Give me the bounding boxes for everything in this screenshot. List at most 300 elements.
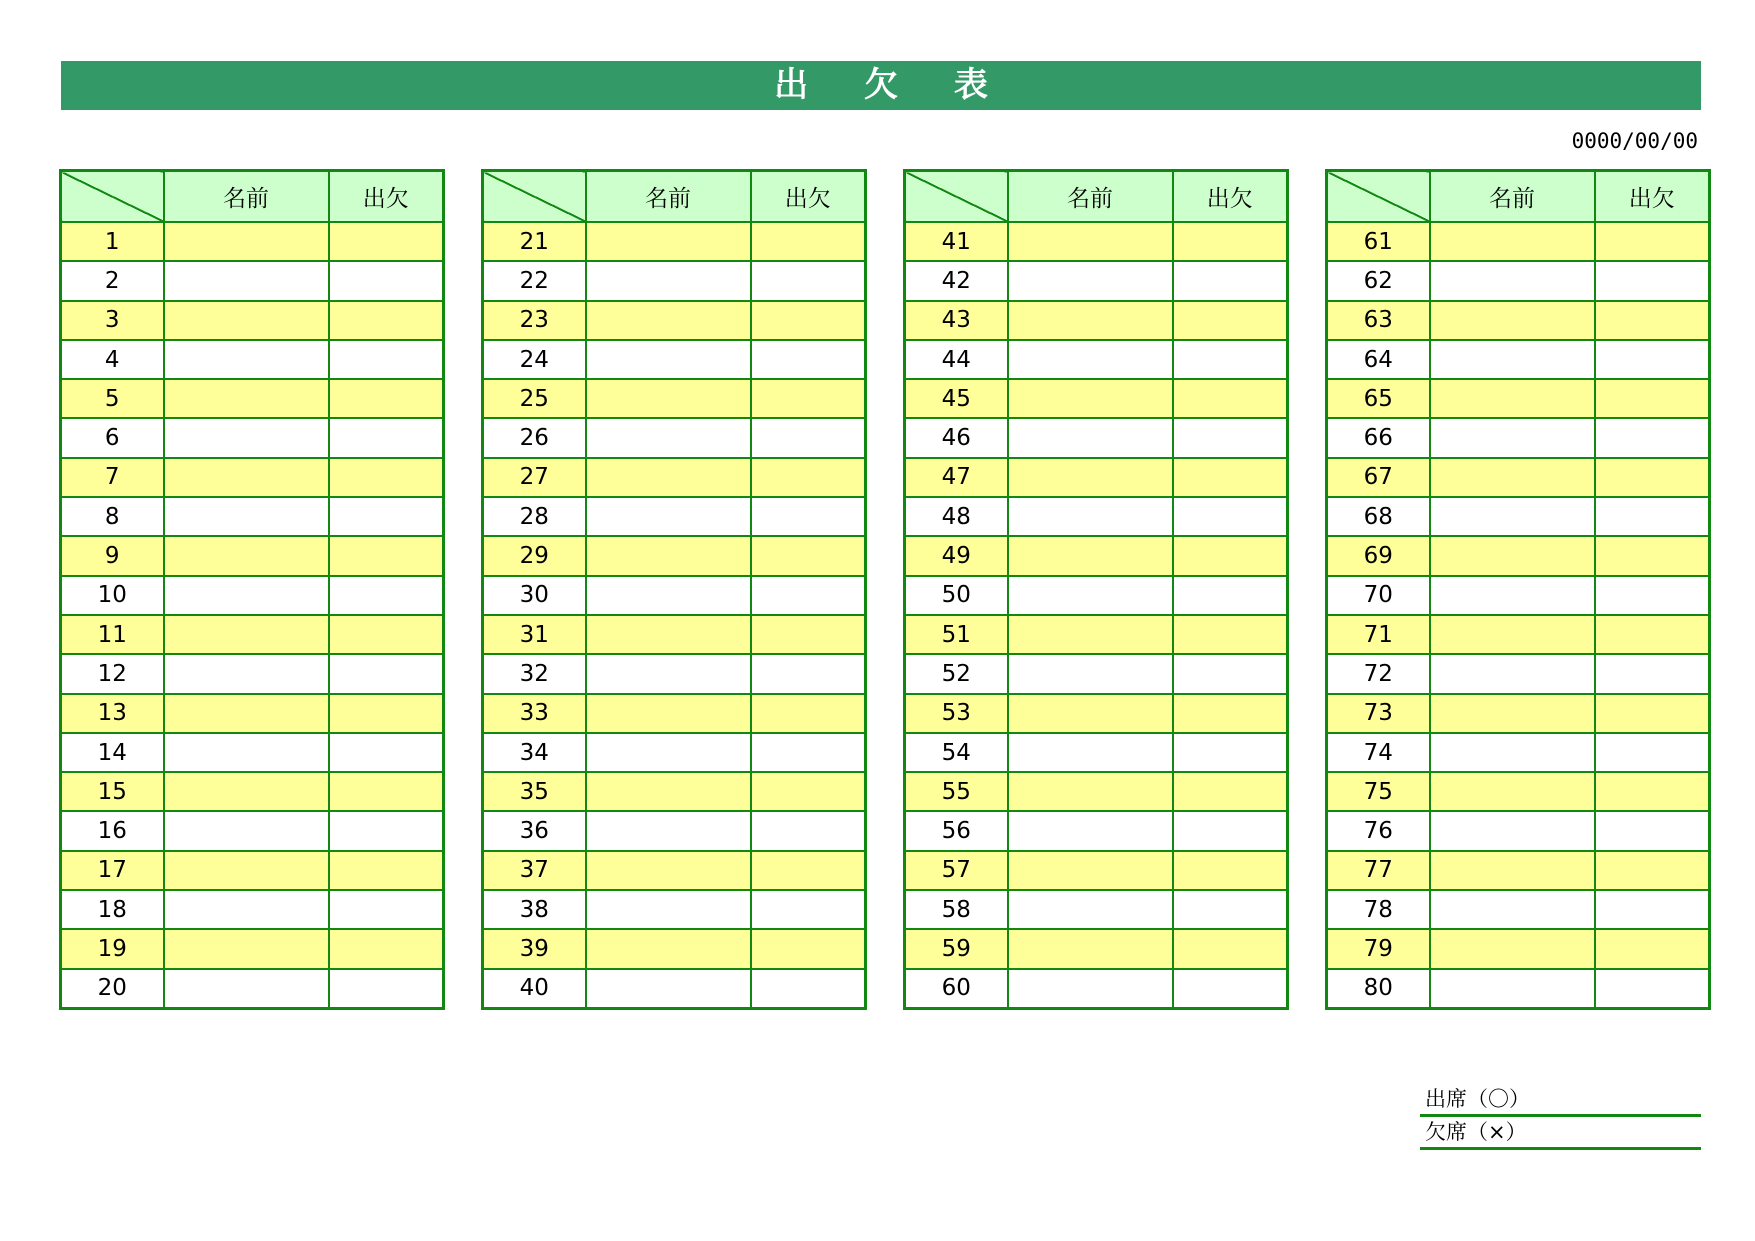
row-number: 49 — [905, 536, 1008, 575]
row-number: 47 — [905, 458, 1008, 497]
row-number: 28 — [483, 497, 586, 536]
row-number: 63 — [1327, 301, 1430, 340]
table-row — [1327, 576, 1710, 615]
row-number: 36 — [483, 811, 586, 850]
name-column-header: 名前 — [1430, 171, 1595, 223]
name-cell[interactable] — [586, 379, 751, 418]
name-cell[interactable] — [164, 694, 329, 733]
table-row — [1327, 890, 1710, 929]
name-cell[interactable] — [164, 301, 329, 340]
row-number: 4 — [61, 340, 164, 379]
attendance-cell[interactable] — [1595, 733, 1710, 772]
table-row — [483, 497, 866, 536]
name-cell[interactable] — [1430, 929, 1595, 968]
name-cell[interactable] — [1430, 379, 1595, 418]
table-row — [61, 301, 444, 340]
attendance-cell[interactable] — [1173, 497, 1288, 536]
legend-absent: 欠席（×） — [1420, 1117, 1701, 1150]
table-row — [61, 340, 444, 379]
table-row — [1327, 969, 1710, 1009]
name-cell[interactable] — [586, 654, 751, 693]
attendance-cell[interactable] — [329, 222, 444, 261]
attendance-cell[interactable] — [1173, 418, 1288, 457]
table-row — [483, 261, 866, 300]
row-number: 69 — [1327, 536, 1430, 575]
name-cell[interactable] — [164, 969, 329, 1009]
name-column-header: 名前 — [1008, 171, 1173, 223]
name-cell[interactable] — [1430, 576, 1595, 615]
row-number: 75 — [1327, 772, 1430, 811]
attendance-cell[interactable] — [1173, 536, 1288, 575]
attendance-cell[interactable] — [751, 694, 866, 733]
table-row — [1327, 536, 1710, 575]
attendance-cell[interactable] — [329, 497, 444, 536]
name-cell[interactable] — [586, 851, 751, 890]
table-row — [483, 694, 866, 733]
name-cell[interactable] — [1430, 811, 1595, 850]
row-number: 14 — [61, 733, 164, 772]
row-number: 10 — [61, 576, 164, 615]
attendance-cell[interactable] — [751, 654, 866, 693]
name-cell[interactable] — [164, 340, 329, 379]
attendance-table-2 — [481, 169, 867, 1010]
table-row — [1327, 654, 1710, 693]
attendance-cell[interactable] — [1173, 969, 1288, 1009]
attendance-column-header: 出欠 — [329, 171, 444, 223]
name-cell[interactable] — [1430, 261, 1595, 300]
attendance-cell[interactable] — [1173, 458, 1288, 497]
attendance-cell[interactable] — [1173, 733, 1288, 772]
name-cell[interactable] — [1008, 890, 1173, 929]
name-cell[interactable] — [1008, 733, 1173, 772]
attendance-cell[interactable] — [751, 733, 866, 772]
table-row — [1327, 261, 1710, 300]
name-cell[interactable] — [1430, 615, 1595, 654]
name-cell[interactable] — [1430, 418, 1595, 457]
attendance-cell[interactable] — [1173, 654, 1288, 693]
name-cell[interactable] — [586, 615, 751, 654]
table-row — [905, 969, 1288, 1009]
name-cell[interactable] — [1430, 458, 1595, 497]
row-number: 26 — [483, 418, 586, 457]
attendance-table-4 — [1325, 169, 1711, 1010]
name-cell[interactable] — [164, 811, 329, 850]
attendance-cell[interactable] — [1595, 458, 1710, 497]
attendance-cell[interactable] — [329, 576, 444, 615]
table-row — [483, 576, 866, 615]
attendance-cell[interactable] — [329, 379, 444, 418]
attendance-cell[interactable] — [751, 497, 866, 536]
row-number: 21 — [483, 222, 586, 261]
name-cell[interactable] — [586, 536, 751, 575]
row-number: 11 — [61, 615, 164, 654]
table-row — [483, 379, 866, 418]
row-number: 8 — [61, 497, 164, 536]
attendance-cell[interactable] — [1595, 929, 1710, 968]
attendance-cell[interactable] — [751, 536, 866, 575]
attendance-cell[interactable] — [751, 576, 866, 615]
table-row — [483, 301, 866, 340]
name-cell[interactable] — [586, 811, 751, 850]
name-cell[interactable] — [164, 615, 329, 654]
row-number: 34 — [483, 733, 586, 772]
table-row — [483, 851, 866, 890]
attendance-cell[interactable] — [1173, 615, 1288, 654]
table-row — [61, 379, 444, 418]
row-number: 53 — [905, 694, 1008, 733]
name-cell[interactable] — [1430, 497, 1595, 536]
row-number: 41 — [905, 222, 1008, 261]
attendance-cell[interactable] — [329, 261, 444, 300]
table-row — [483, 654, 866, 693]
name-cell[interactable] — [1008, 851, 1173, 890]
attendance-cell[interactable] — [751, 929, 866, 968]
attendance-cell[interactable] — [1595, 890, 1710, 929]
name-cell[interactable] — [164, 536, 329, 575]
name-cell[interactable] — [1008, 694, 1173, 733]
name-cell[interactable] — [164, 851, 329, 890]
name-cell[interactable] — [164, 772, 329, 811]
attendance-cell[interactable] — [751, 890, 866, 929]
attendance-cell[interactable] — [1595, 222, 1710, 261]
row-number: 33 — [483, 694, 586, 733]
row-number: 58 — [905, 890, 1008, 929]
page-title: 出 欠 表 — [61, 61, 1701, 110]
attendance-cell[interactable] — [1173, 301, 1288, 340]
name-cell[interactable] — [164, 379, 329, 418]
table-row — [1327, 458, 1710, 497]
table-row — [483, 222, 866, 261]
row-number: 22 — [483, 261, 586, 300]
table-row — [483, 418, 866, 457]
attendance-cell[interactable] — [329, 969, 444, 1009]
table-row — [483, 733, 866, 772]
row-number: 6 — [61, 418, 164, 457]
name-cell[interactable] — [1008, 576, 1173, 615]
table-row — [1327, 694, 1710, 733]
attendance-cell[interactable] — [1595, 261, 1710, 300]
table-row — [905, 301, 1288, 340]
table-row — [1327, 379, 1710, 418]
name-cell[interactable] — [1008, 969, 1173, 1009]
name-cell[interactable] — [1430, 733, 1595, 772]
table-row — [905, 929, 1288, 968]
row-number: 65 — [1327, 379, 1430, 418]
name-cell[interactable] — [164, 733, 329, 772]
row-number: 27 — [483, 458, 586, 497]
row-number: 61 — [1327, 222, 1430, 261]
name-cell[interactable] — [1008, 301, 1173, 340]
name-cell[interactable] — [1008, 811, 1173, 850]
attendance-cell[interactable] — [1595, 969, 1710, 1009]
attendance-cell[interactable] — [1595, 418, 1710, 457]
diagonal-header-cell — [61, 171, 164, 223]
table-row — [61, 929, 444, 968]
name-cell[interactable] — [586, 929, 751, 968]
attendance-column-header: 出欠 — [1173, 171, 1288, 223]
row-number: 16 — [61, 811, 164, 850]
name-cell[interactable] — [164, 576, 329, 615]
attendance-cell[interactable] — [329, 929, 444, 968]
row-number: 51 — [905, 615, 1008, 654]
attendance-cell[interactable] — [751, 379, 866, 418]
row-number: 56 — [905, 811, 1008, 850]
attendance-cell[interactable] — [1595, 654, 1710, 693]
row-number: 17 — [61, 851, 164, 890]
attendance-column-header: 出欠 — [1595, 171, 1710, 223]
name-cell[interactable] — [586, 458, 751, 497]
table-row — [483, 340, 866, 379]
name-cell[interactable] — [1008, 497, 1173, 536]
row-number: 72 — [1327, 654, 1430, 693]
name-cell[interactable] — [1008, 654, 1173, 693]
attendance-cell[interactable] — [1595, 576, 1710, 615]
attendance-cell[interactable] — [1595, 497, 1710, 536]
table-row — [1327, 733, 1710, 772]
name-cell[interactable] — [1430, 772, 1595, 811]
attendance-cell[interactable] — [329, 615, 444, 654]
attendance-cell[interactable] — [751, 811, 866, 850]
row-number: 29 — [483, 536, 586, 575]
row-number: 2 — [61, 261, 164, 300]
table-row — [61, 536, 444, 575]
attendance-cell[interactable] — [751, 458, 866, 497]
row-number: 31 — [483, 615, 586, 654]
name-cell[interactable] — [1008, 418, 1173, 457]
attendance-cell[interactable] — [329, 536, 444, 575]
row-number: 23 — [483, 301, 586, 340]
table-row — [905, 458, 1288, 497]
table-row — [61, 890, 444, 929]
row-number: 77 — [1327, 851, 1430, 890]
attendance-cell[interactable] — [1595, 301, 1710, 340]
name-cell[interactable] — [586, 301, 751, 340]
table-row — [1327, 340, 1710, 379]
name-cell[interactable] — [164, 654, 329, 693]
name-cell[interactable] — [164, 497, 329, 536]
table-row — [61, 615, 444, 654]
row-number: 62 — [1327, 261, 1430, 300]
row-number: 24 — [483, 340, 586, 379]
name-cell[interactable] — [1430, 340, 1595, 379]
attendance-cell[interactable] — [1595, 340, 1710, 379]
row-number: 73 — [1327, 694, 1430, 733]
attendance-cell[interactable] — [1173, 851, 1288, 890]
attendance-cell[interactable] — [751, 615, 866, 654]
table-row — [61, 222, 444, 261]
name-cell[interactable] — [586, 418, 751, 457]
table-row — [905, 851, 1288, 890]
attendance-cell[interactable] — [329, 694, 444, 733]
table-row — [905, 379, 1288, 418]
date-field[interactable]: 0000/00/00 — [1571, 129, 1698, 153]
row-number: 12 — [61, 654, 164, 693]
attendance-cell[interactable] — [329, 654, 444, 693]
attendance-cell[interactable] — [329, 458, 444, 497]
row-number: 40 — [483, 969, 586, 1009]
name-cell[interactable] — [164, 222, 329, 261]
attendance-cell[interactable] — [1173, 890, 1288, 929]
table-row — [905, 261, 1288, 300]
name-cell[interactable] — [164, 458, 329, 497]
attendance-table-3 — [903, 169, 1289, 1010]
name-cell[interactable] — [1008, 536, 1173, 575]
attendance-cell[interactable] — [751, 772, 866, 811]
name-cell[interactable] — [586, 340, 751, 379]
row-number: 66 — [1327, 418, 1430, 457]
name-column-header: 名前 — [586, 171, 751, 223]
name-cell[interactable] — [586, 772, 751, 811]
attendance-cell[interactable] — [329, 301, 444, 340]
table-row — [61, 458, 444, 497]
attendance-cell[interactable] — [1173, 222, 1288, 261]
name-cell[interactable] — [1008, 929, 1173, 968]
attendance-cell[interactable] — [329, 340, 444, 379]
row-number: 57 — [905, 851, 1008, 890]
diagonal-header-cell — [1327, 171, 1430, 223]
row-number: 39 — [483, 929, 586, 968]
attendance-table-1 — [59, 169, 445, 1010]
attendance-column-header: 出欠 — [751, 171, 866, 223]
attendance-cell[interactable] — [329, 811, 444, 850]
row-number: 5 — [61, 379, 164, 418]
row-number: 52 — [905, 654, 1008, 693]
name-cell[interactable] — [586, 576, 751, 615]
attendance-cell[interactable] — [1173, 261, 1288, 300]
row-number: 35 — [483, 772, 586, 811]
name-cell[interactable] — [164, 890, 329, 929]
name-cell[interactable] — [1008, 261, 1173, 300]
diagonal-header-cell — [483, 171, 586, 223]
table-row — [1327, 811, 1710, 850]
attendance-cell[interactable] — [1173, 811, 1288, 850]
attendance-cell[interactable] — [1173, 340, 1288, 379]
name-cell[interactable] — [1008, 458, 1173, 497]
name-cell[interactable] — [1008, 340, 1173, 379]
name-cell[interactable] — [1430, 851, 1595, 890]
row-number: 64 — [1327, 340, 1430, 379]
name-cell[interactable] — [164, 261, 329, 300]
attendance-cell[interactable] — [329, 418, 444, 457]
table-row — [905, 340, 1288, 379]
table-row — [61, 694, 444, 733]
name-cell[interactable] — [1430, 890, 1595, 929]
row-number: 48 — [905, 497, 1008, 536]
table-row — [61, 654, 444, 693]
name-cell[interactable] — [586, 497, 751, 536]
attendance-cell[interactable] — [1173, 694, 1288, 733]
table-row — [905, 772, 1288, 811]
name-cell[interactable] — [1008, 772, 1173, 811]
attendance-cell[interactable] — [329, 772, 444, 811]
table-row — [61, 811, 444, 850]
attendance-cell[interactable] — [1595, 772, 1710, 811]
diagonal-header-cell — [905, 171, 1008, 223]
attendance-cell[interactable] — [1173, 576, 1288, 615]
row-number: 38 — [483, 890, 586, 929]
name-cell[interactable] — [1008, 379, 1173, 418]
attendance-cell[interactable] — [1173, 929, 1288, 968]
attendance-cell[interactable] — [751, 418, 866, 457]
table-row — [905, 654, 1288, 693]
table-row — [483, 458, 866, 497]
name-cell[interactable] — [1430, 536, 1595, 575]
row-number: 45 — [905, 379, 1008, 418]
name-cell[interactable] — [1430, 301, 1595, 340]
name-cell[interactable] — [586, 733, 751, 772]
row-number: 3 — [61, 301, 164, 340]
table-row — [905, 890, 1288, 929]
table-row — [905, 694, 1288, 733]
row-number: 13 — [61, 694, 164, 733]
name-cell[interactable] — [1008, 615, 1173, 654]
table-row — [905, 811, 1288, 850]
row-number: 18 — [61, 890, 164, 929]
row-number: 76 — [1327, 811, 1430, 850]
table-row — [61, 772, 444, 811]
table-row — [905, 418, 1288, 457]
attendance-cell[interactable] — [1173, 772, 1288, 811]
attendance-cell[interactable] — [1595, 851, 1710, 890]
table-row — [1327, 851, 1710, 890]
table-row — [61, 261, 444, 300]
attendance-cell[interactable] — [1595, 536, 1710, 575]
name-cell[interactable] — [586, 261, 751, 300]
attendance-cell[interactable] — [751, 261, 866, 300]
name-cell[interactable] — [586, 969, 751, 1009]
table-row — [1327, 497, 1710, 536]
attendance-cell[interactable] — [751, 301, 866, 340]
attendance-cell[interactable] — [751, 222, 866, 261]
attendance-cell[interactable] — [751, 969, 866, 1009]
row-number: 7 — [61, 458, 164, 497]
row-number: 54 — [905, 733, 1008, 772]
attendance-cell[interactable] — [1595, 615, 1710, 654]
attendance-cell[interactable] — [1595, 694, 1710, 733]
name-cell[interactable] — [1430, 654, 1595, 693]
row-number: 60 — [905, 969, 1008, 1009]
name-cell[interactable] — [586, 222, 751, 261]
name-cell[interactable] — [164, 929, 329, 968]
table-row — [1327, 929, 1710, 968]
attendance-cell[interactable] — [751, 851, 866, 890]
legend — [1420, 1084, 1701, 1150]
attendance-cell[interactable] — [329, 733, 444, 772]
table-row — [1327, 418, 1710, 457]
table-row — [61, 851, 444, 890]
table-row — [905, 615, 1288, 654]
row-number: 9 — [61, 536, 164, 575]
attendance-cell[interactable] — [1595, 811, 1710, 850]
attendance-cell[interactable] — [1173, 379, 1288, 418]
attendance-cell[interactable] — [1595, 379, 1710, 418]
attendance-cell[interactable] — [329, 851, 444, 890]
name-cell[interactable] — [1430, 222, 1595, 261]
name-cell[interactable] — [1430, 969, 1595, 1009]
name-column-header: 名前 — [164, 171, 329, 223]
name-cell[interactable] — [586, 890, 751, 929]
row-number: 43 — [905, 301, 1008, 340]
name-cell[interactable] — [586, 694, 751, 733]
name-cell[interactable] — [1008, 222, 1173, 261]
row-number: 1 — [61, 222, 164, 261]
name-cell[interactable] — [164, 418, 329, 457]
row-number: 25 — [483, 379, 586, 418]
attendance-cell[interactable] — [751, 340, 866, 379]
name-cell[interactable] — [1430, 694, 1595, 733]
table-row — [1327, 772, 1710, 811]
attendance-cell[interactable] — [329, 890, 444, 929]
